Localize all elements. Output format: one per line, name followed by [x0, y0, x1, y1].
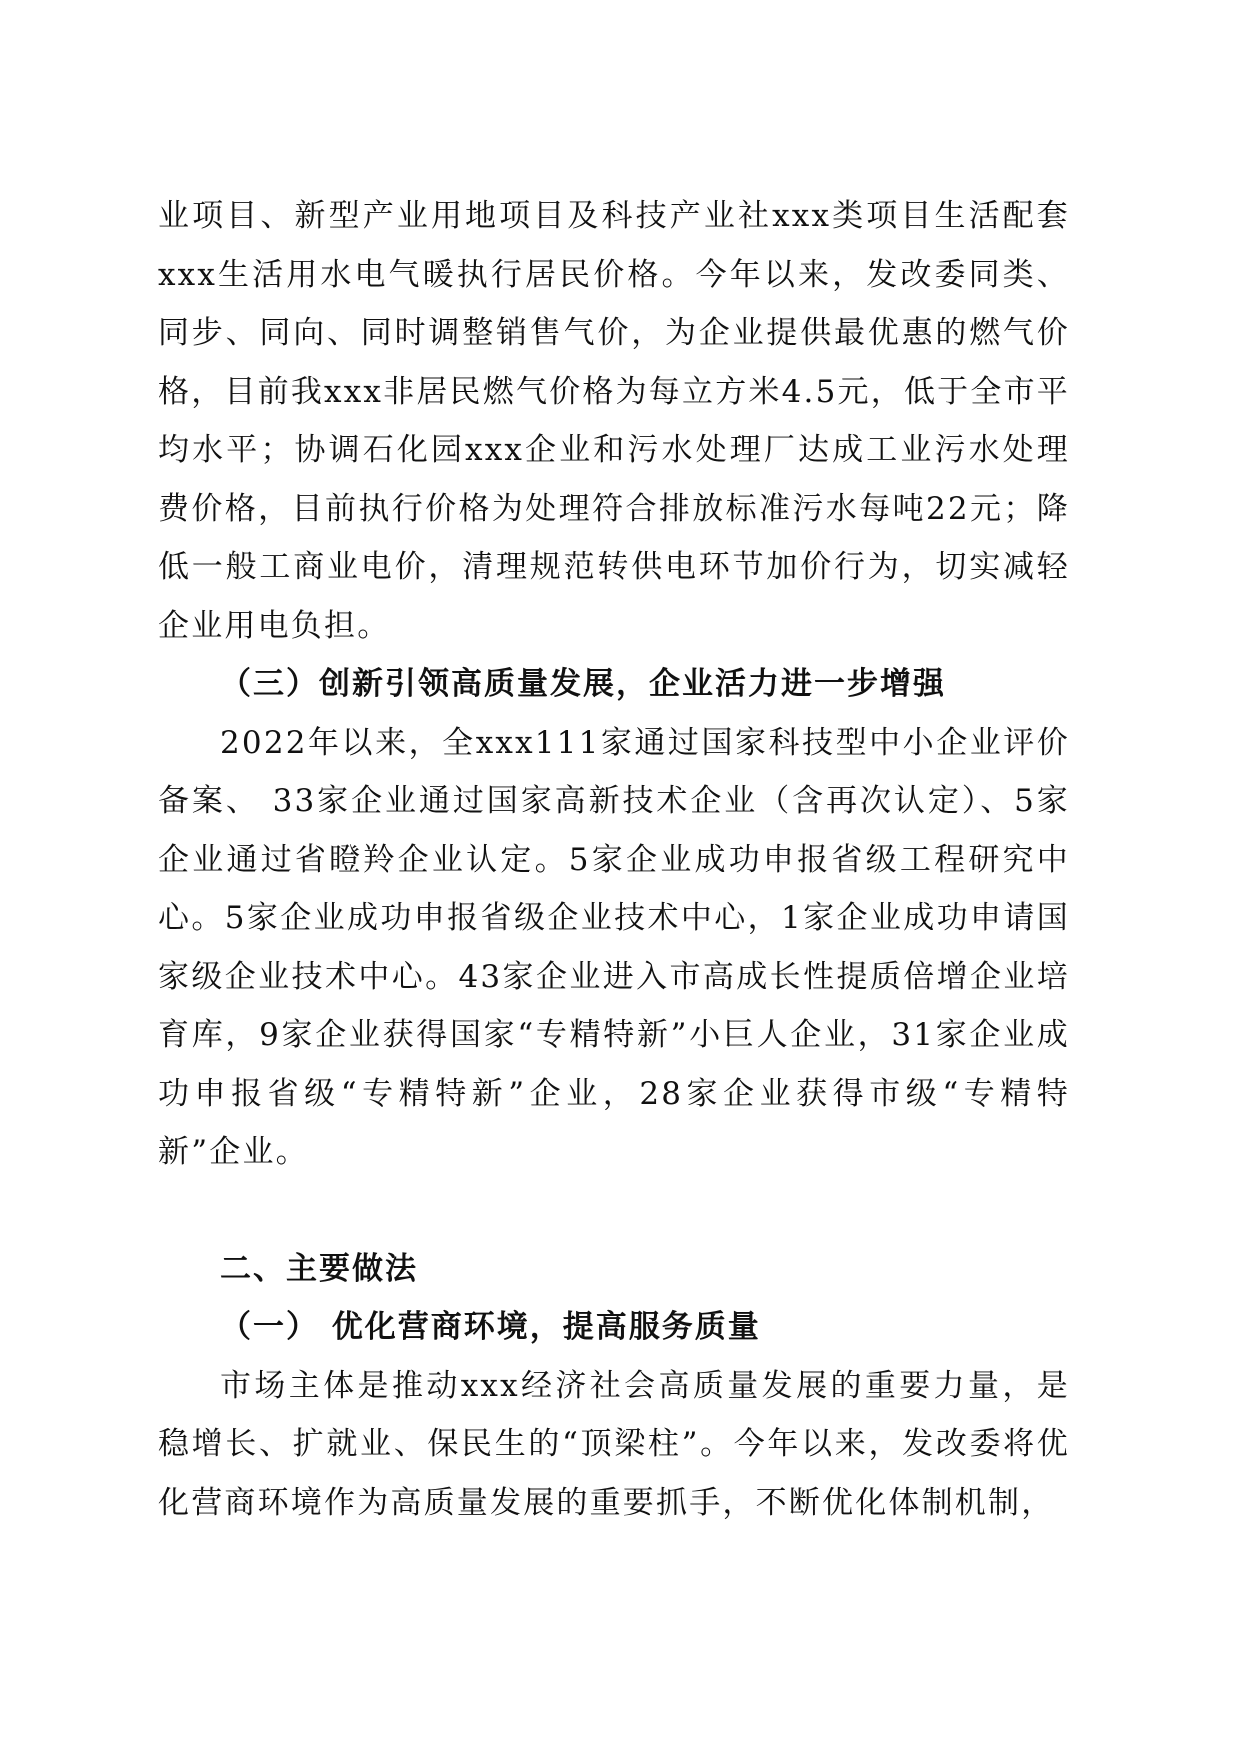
subheading-innovation: （三）创新引领高质量发展，企业活力进一步增强 [220, 666, 946, 702]
body-paragraph-market-entities: 市场主体是推动xxx经济社会高质量发展的重要力量，是稳增长、扩就业、保民生的“顶梁柱”。今年以来，发改委将优化营商环境作为高质量发展的重要抓手，不断优化体制机制， [158, 1367, 1070, 1521]
document-body [158, 187, 1070, 1532]
body-paragraph-enterprises: 2022年以来，全xxx111家通过国家科技型中小企业评价备案、 33家企业通过国家高新技术企业（含再次认定）、5家企业通过省瞪羚企业认定。5家企业成功申报省级工程研究中心。5家企业成功申报省级企业技术中心，1家企业成功申请国家级企业技术中心。43家企业进入市高成长性提质倍增企业培育库，9家企业获得国家“专精特新”小巨人企业，31家企业成功申报省级“专精特新”企业，28家企业获得市级“专精特新”企业。 [158, 724, 1070, 1170]
subheading-business-environment: （一） 优化营商环境，提高服务质量 [220, 1309, 761, 1345]
section-title-main-practices: 二、主要做法 [220, 1250, 418, 1287]
section-spacer [158, 1182, 1070, 1240]
body-paragraph-pricing: 业项目、新型产业用地项目及科技产业社xxx类项目生活配套xxx生活用水电气暖执行居民价格。今年以来，发改委同类、同步、同向、同时调整销售气价，为企业提供最优惠的燃气价格，目前我xxx非居民燃气价格为每立方米4.5元，低于全市平均水平；协调石化园xxx企业和污水处理厂达成工业污水处理费价格，目前执行价格为处理符合排放标准污水每吨22元；降低一般工商业电价，清理规范转供电环节加价行为，切实减轻企业用电负担。 [158, 198, 1070, 644]
